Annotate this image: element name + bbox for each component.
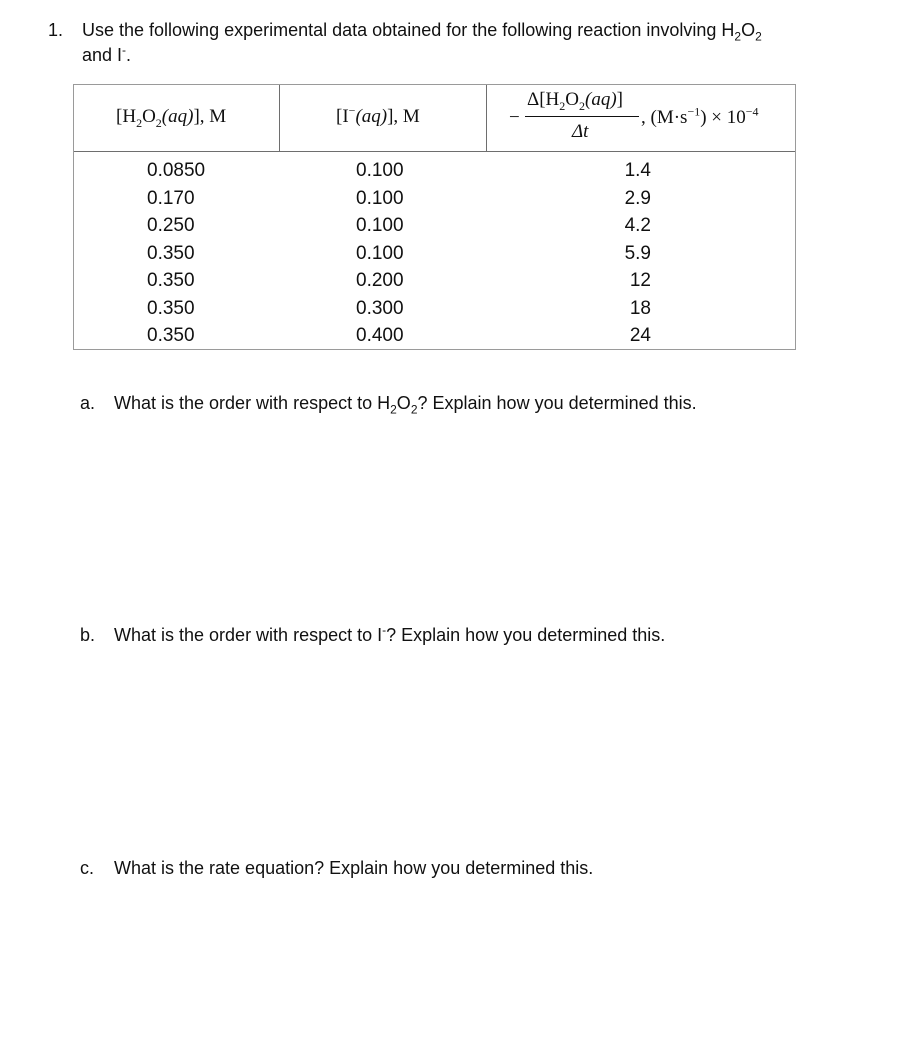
question-text-line2: and I-. — [82, 43, 132, 65]
table-cell: 0.100 — [356, 242, 404, 264]
part-b-text: What is the order with respect to I-? Explain how you determined this. — [114, 623, 666, 645]
table-header — [74, 85, 795, 152]
table-cell: 0.350 — [147, 270, 195, 291]
table-cell: 18 — [629, 297, 651, 319]
table-cell: 4.2 — [624, 215, 651, 236]
table-cell: 12 — [629, 270, 651, 291]
table-cell: 0.100 — [356, 215, 404, 236]
fraction-bar — [525, 116, 639, 117]
table-cell: 0.350 — [147, 325, 195, 346]
header-rate: − $\Delta[H_2O_2(aq)]$ Δt , $(M\cdot s^{-1}) \times 10^{-4}$ — [509, 89, 759, 142]
part-letter: a. — [80, 393, 96, 413]
table-cell: 2.9 — [624, 187, 651, 209]
table-cell: 24 — [629, 325, 651, 346]
table-cell: 0.400 — [356, 325, 404, 346]
part-a-text: What is the order with respect to $H_2O_2$? Explain how you determined this. — [114, 393, 697, 417]
data-table — [73, 84, 796, 350]
table-cell: 0.250 — [147, 215, 195, 236]
part-letter: b. — [80, 625, 96, 645]
part-letter: c. — [80, 858, 95, 878]
part-c-text: What is the rate equation? Explain how you determined this. — [114, 858, 594, 878]
column-iodide — [356, 157, 404, 350]
header-iodide-concentration: [I−(aq)], M — [280, 85, 487, 151]
table-cell: 0.100 — [356, 160, 404, 181]
table-cell: 5.9 — [624, 242, 651, 264]
table-cell: 0.0850 — [147, 160, 206, 181]
table-cell: 0.200 — [356, 270, 404, 291]
table-cell: 0.100 — [356, 187, 404, 209]
table-cell: 1.4 — [624, 160, 651, 181]
header-h2o2-concentration: $[H_2O_2(aq)]$, M — [74, 85, 280, 151]
table-cell: 0.300 — [356, 297, 404, 319]
table-cell: 0.350 — [147, 297, 195, 319]
column-h2o2 — [147, 157, 205, 350]
column-rate — [594, 157, 651, 350]
question-number: 1. — [48, 20, 64, 40]
question-text: Use the following experimental data obtained for the following reaction involving $H_2O_2$ — [82, 20, 762, 44]
table-cell: 0.170 — [147, 187, 195, 209]
table-cell: 0.350 — [147, 242, 195, 264]
